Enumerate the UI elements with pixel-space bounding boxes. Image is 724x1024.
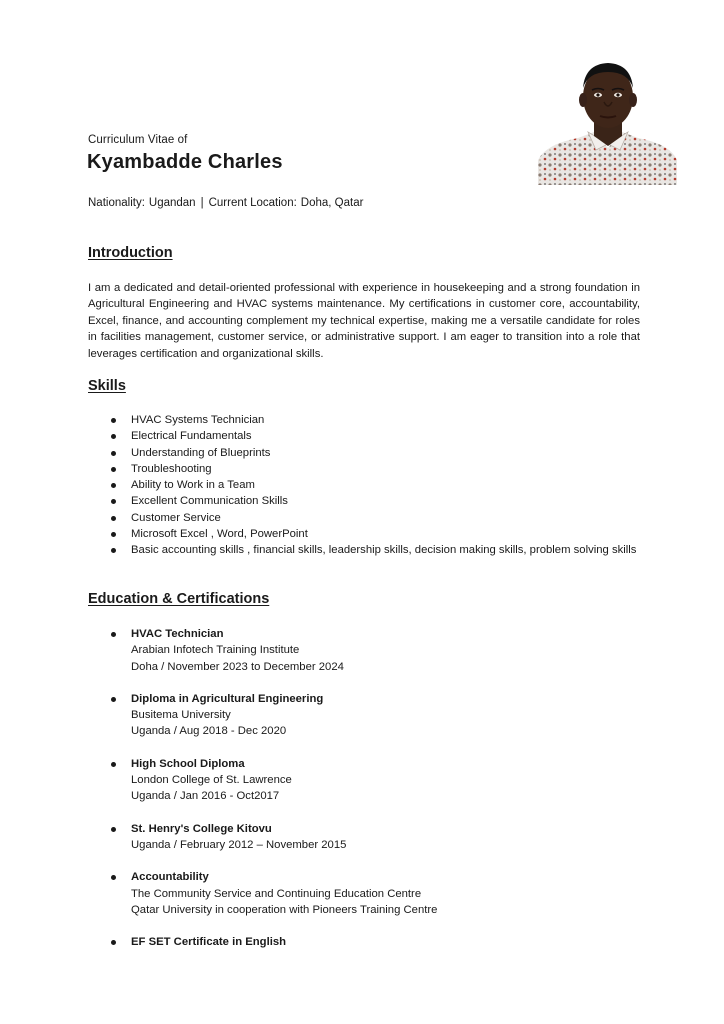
education-list [88, 626, 648, 966]
skill-item: Customer Service [88, 510, 648, 526]
profile-photo [538, 52, 677, 185]
skill-item: Basic accounting skills , financial skills, leadership skills, decision making skills, problem solving skills [88, 542, 648, 558]
education-entry [88, 821, 648, 854]
nationality-label: Nationality: [88, 197, 145, 209]
education-line: London College of St. Lawrence [131, 774, 292, 787]
skill-item: Excellent Communication Skills [88, 493, 648, 509]
skill-item: Microsoft Excel , Word, PowerPoint [88, 526, 648, 542]
education-title: HVAC Technician [131, 628, 224, 640]
education-entry [88, 691, 648, 740]
education-line: Uganda / Aug 2018 - Dec 2020 [131, 725, 287, 738]
education-title: Accountability [131, 871, 209, 884]
skills-heading: Skills [88, 378, 126, 394]
education-line: Uganda / February 2012 – November 2015 [131, 838, 347, 851]
education-title: EF SET Certificate in English [131, 936, 287, 949]
education-line: Busitema University [131, 709, 231, 722]
skill-item: Troubleshooting [88, 461, 648, 477]
introduction-heading: Introduction [88, 245, 173, 261]
skill-item: Ability to Work in a Team [88, 477, 648, 493]
education-title: High School Diploma [131, 757, 245, 770]
education-line: The Community Service and Continuing Education Centre [131, 887, 422, 900]
education-entry [88, 934, 648, 950]
education-heading: Education & Certifications [88, 591, 270, 607]
location-label: Current Location: [208, 197, 297, 209]
personal-details [88, 197, 363, 209]
education-title: Diploma in Agricultural Engineering [131, 692, 324, 705]
location-value: Doha, Qatar [300, 197, 364, 209]
skills-list [88, 412, 648, 559]
nationality-value: Ugandan [148, 197, 196, 209]
candidate-name: Kyambadde Charles [87, 151, 283, 173]
education-entry [88, 626, 648, 675]
education-line: Arabian Infotech Training Institute [131, 644, 300, 657]
education-line: Uganda / Jan 2016 - Oct2017 [131, 790, 280, 803]
skill-item: Understanding of Blueprints [88, 445, 648, 461]
details-separator: | [200, 197, 204, 209]
skill-item: HVAC Systems Technician [88, 412, 648, 428]
education-entry [88, 756, 648, 805]
introduction-text: I am a dedicated and detail-oriented professional with experience in housekeeping and a strong foundation in Agricultural Engineering and HVAC systems maintenance. My certifications in customer core, accountability, Excel, finance, and accounting complement my technical expertise, making me a versatile candidate for roles in facilities management, customer service, or administrative support. I am eager to transition into a role that leverages certification and organizational skills. [88, 282, 640, 360]
skill-item: Electrical Fundamentals [88, 428, 648, 444]
education-entry [88, 869, 648, 918]
education-line: Doha / November 2023 to December 2024 [131, 660, 344, 673]
cv-heading-label: Curriculum Vitae of [88, 134, 188, 146]
education-line: Qatar University in cooperation with Pioneers Training Centre [131, 903, 438, 916]
education-title: St. Henry's College Kitovu [131, 822, 272, 835]
